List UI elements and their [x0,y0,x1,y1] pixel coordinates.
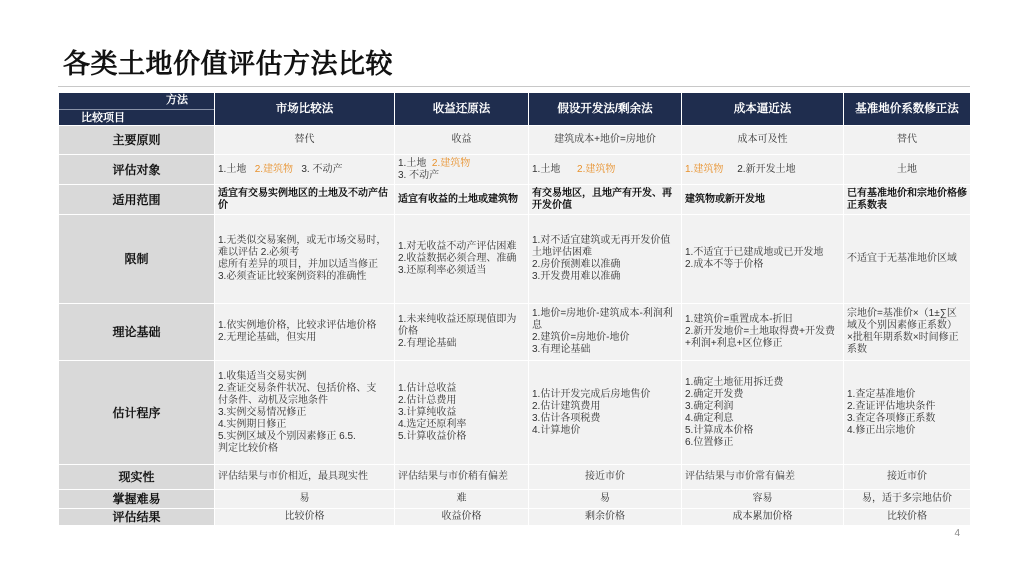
table-cell: 容易 [682,490,844,509]
cell-line: 1.依实例地价格，比较求评估地价格 [218,320,377,331]
cell-text: 2.新开发土地 [737,163,796,175]
table-cell: 有交易地区，且地产有开发、再开发价值 [529,185,682,215]
table-row-object [59,155,971,185]
cell-line: 2.估计建筑费用 [532,400,601,412]
table-cell [844,304,971,361]
cell-line: 5.实例区域及个别因素修正 6.5. [218,430,356,442]
cell-line: 2.新开发地价=土地取得费+开发费 [685,326,836,337]
row-label: 掌握难易 [59,490,215,509]
cell-text: 1.土地 [532,163,561,175]
table-cell: 已有基准地价和宗地价格修正系数表 [844,185,971,215]
cell-line: 4.实例期日修正 [218,418,287,430]
cell-text: 1.土地 [398,157,427,169]
header-method-cost: 成本逼近法 [682,93,844,126]
cell-line: 息 [532,320,542,331]
table-cell [529,155,682,185]
table-cell: 评估结果与市价常有偏差 [682,465,844,490]
cell-line: 1.无类似交易案例，或无市场交易时， [218,235,387,246]
table-cell: 评估结果与市价相近，最具现实性 [215,465,395,490]
table-cell: 建筑成本+地价=房地价 [529,126,682,155]
table-cell [844,361,971,465]
cell-line: 1.确定土地征用拆迁费 [685,376,784,388]
table-cell: 适宜有收益的土地或建筑物 [395,185,529,215]
cell-line: 2.无理论基础，但实用 [218,332,317,343]
table-row-difficulty [59,490,971,509]
cell-line: 4.选定还原利率 [398,418,467,430]
cell-line: 4.修正出宗地价 [847,424,916,436]
table-row-theory [59,304,971,361]
header-method-market: 市场比较法 [215,93,395,126]
cell-line: +利润+利息+区位修正 [685,338,783,349]
cell-line: 1.对不适宜建筑或无再开发价值 [532,235,671,246]
row-label: 适用范围 [59,185,215,215]
cell-line: 5.计算成本价格 [685,424,754,436]
table-cell: 比较价格 [844,509,971,526]
cell-line: 判定比较价格 [218,442,278,454]
table-header-row [59,93,971,126]
cell-text: 1.土地 [218,163,247,175]
table-cell: 成本累加价格 [682,509,844,526]
cell-line: 土地评估困难 [532,247,592,258]
cell-line: 宗地价=基准价×（1±∑区 [847,308,957,319]
header-corner-cell [59,93,215,126]
table-cell [215,304,395,361]
corner-item-label: 比较项目 [81,112,125,124]
cell-line: 域及个别因素修正系数） [847,320,957,331]
cell-line: 4.计算地价 [532,424,581,436]
table-cell: 易 [215,490,395,509]
cell-line: 价格 [398,326,418,337]
table-cell [529,361,682,465]
table-cell [215,215,395,304]
table-cell [529,304,682,361]
cell-text: 3. 不动产 [301,163,343,175]
table-row-result [59,509,971,526]
row-label: 评估结果 [59,509,215,526]
table-cell [529,215,682,304]
table-cell [395,155,529,185]
cell-line: 2.查证评估地块条件 [847,400,936,412]
cell-line: 1.未来纯收益还原现值即为 [398,314,517,325]
cell-line: 3.还原利率必须适当 [398,265,487,276]
table-cell: 接近市价 [529,465,682,490]
table-row-limit [59,215,971,304]
cell-line: 2.收益数据必须合理、准确 [398,253,517,264]
table-cell: 成本可及性 [682,126,844,155]
cell-line: 2.查证交易条件状况、包括价格、支 [218,382,377,394]
corner-method-label: 方法 [166,94,188,106]
row-label: 现实性 [59,465,215,490]
cell-line: 3.确定利润 [685,400,734,412]
table-cell [395,304,529,361]
table-cell: 替代 [215,126,395,155]
page-title: 各类土地价值评估方法比较 [63,49,393,80]
cell-line: 1.估计总收益 [398,382,457,394]
cell-line: 1.不适宜于已建成地或已开发地 [685,247,824,258]
cell-line: 付条件、动机及宗地条件 [218,394,328,406]
comparison-table [58,92,971,526]
highlighted-text: 2.建筑物 [577,163,616,175]
table-row-scope [59,185,971,215]
cell-line: ×批租年期系数×时间修正 [847,332,959,343]
cell-line: 5.计算收益价格 [398,430,467,442]
cell-line: 1.地价=房地价-建筑成本-利润利 [532,308,673,319]
cell-line: 3.查定各项修正系数 [847,412,936,424]
header-method-income: 收益还原法 [395,93,529,126]
cell-line: 1.估计开发完成后房地售价 [532,388,651,400]
highlighted-text: 1.建筑物 [685,163,724,175]
table-cell: 评估结果与市价稍有偏差 [395,465,529,490]
header-method-residual: 假设开发法/剩余法 [529,93,682,126]
table-cell [215,361,395,465]
table-cell: 接近市价 [844,465,971,490]
table-cell: 难 [395,490,529,509]
header-method-benchmark: 基准地价系数修正法 [844,93,971,126]
table-cell: 替代 [844,126,971,155]
cell-line: 3.估计各项税费 [532,412,601,424]
cell-line: 虑所有差异的项目，并加以适当修正 [218,259,378,270]
table-cell [682,361,844,465]
table-cell [682,304,844,361]
cell-line: 系数 [847,344,867,355]
cell-line: 2.房价预测难以准确 [532,259,621,270]
table-row-procedure [59,361,971,465]
corner-divider [59,109,214,110]
cell-line: 3.必须查证比较案例资料的准确性 [218,271,367,282]
cell-line: 3.计算纯收益 [398,406,457,418]
table-cell: 不适宜于无基准地价区域 [844,215,971,304]
row-label: 估计程序 [59,361,215,465]
cell-line: 3.实例交易情况修正 [218,406,307,418]
cell-line: 1.收集适当交易实例 [218,370,307,382]
row-label: 主要原则 [59,126,215,155]
table-cell [395,215,529,304]
page-number: 4 [954,528,960,539]
row-label: 限制 [59,215,215,304]
cell-text: 3. 不动产 [398,169,440,181]
cell-line: 3.开发费用难以准确 [532,271,621,282]
highlighted-text: 2.建筑物 [431,157,471,169]
table-cell: 收益价格 [395,509,529,526]
table-cell: 剩余价格 [529,509,682,526]
title-divider [58,86,970,87]
cell-line: 6.位置修正 [685,436,734,448]
table-cell: 易 [529,490,682,509]
table-cell: 收益 [395,126,529,155]
cell-line: 1.建筑价=重置成本-折旧 [685,314,793,325]
table-cell: 土地 [844,155,971,185]
cell-line: 2.确定开发费 [685,388,744,400]
cell-line: 1.查定基准地价 [847,388,916,400]
table-cell: 适宜有交易实例地区的土地及不动产估价 [215,185,395,215]
cell-line: 1.对无收益不动产评估困难 [398,241,517,252]
cell-line: 4.确定利息 [685,412,734,424]
highlighted-text: 2.建筑物 [254,163,294,175]
table-cell [215,155,395,185]
cell-line: 3.有理论基础 [532,344,591,355]
cell-line: 2.有理论基础 [398,338,457,349]
table-cell: 易，适于多宗地估价 [844,490,971,509]
table-row-reality [59,465,971,490]
cell-line: 2.估计总费用 [398,394,457,406]
cell-line: 2.建筑价=房地价-地价 [532,332,630,343]
table-cell [682,155,844,185]
row-label: 评估对象 [59,155,215,185]
cell-line: 2.成本不等于价格 [685,259,764,270]
cell-line: 难以评估 2.必须考 [218,247,300,258]
table-cell: 建筑物或新开发地 [682,185,844,215]
table-row-principle [59,126,971,155]
row-label: 理论基础 [59,304,215,361]
table-cell: 比较价格 [215,509,395,526]
table-cell [395,361,529,465]
table-cell [682,215,844,304]
